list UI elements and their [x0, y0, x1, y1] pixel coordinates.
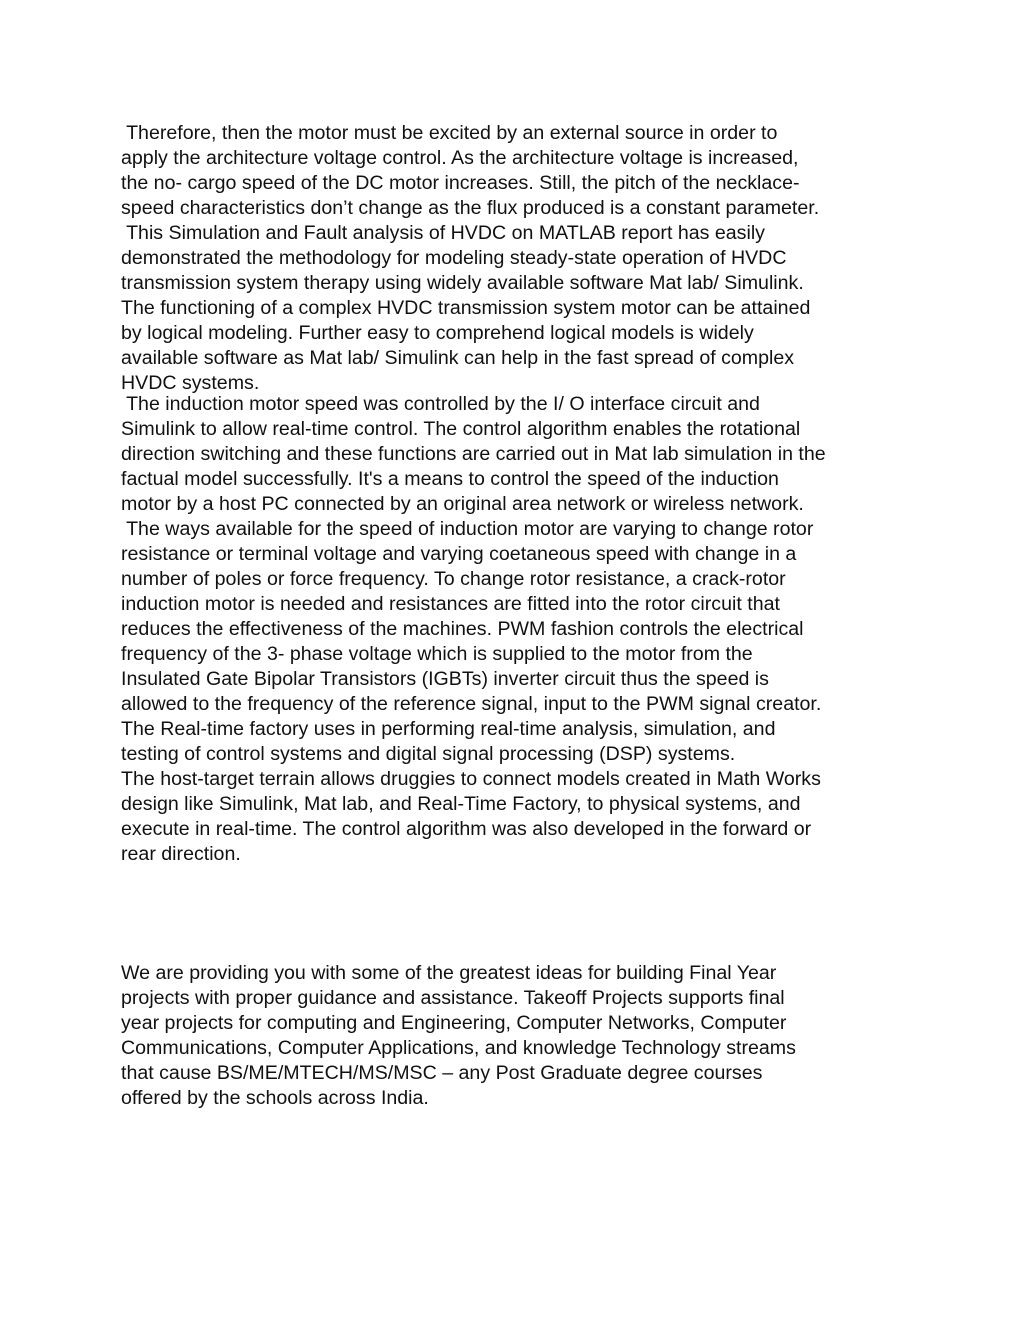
text-line: apply the architecture voltage control. As the architecture voltage is increased, — [121, 147, 799, 169]
text-line: rear direction. — [121, 843, 241, 865]
text-line: The induction motor speed was controlled by the I/ O interface circuit and — [121, 393, 760, 415]
paragraph-motor-hvdc — [121, 121, 921, 396]
text-line: by logical modeling. Further easy to comprehend logical models is widely — [121, 322, 754, 344]
text-line: induction motor is needed and resistances are fitted into the rotor circuit that — [121, 593, 780, 615]
text-line: design like Simulink, Mat lab, and Real-Time Factory, to physical systems, and — [121, 793, 801, 815]
text-line: available software as Mat lab/ Simulink can help in the fast spread of complex — [121, 347, 795, 369]
text-line: Communications, Computer Applications, and knowledge Technology streams — [121, 1037, 796, 1059]
paragraph-projects-promo — [121, 961, 921, 1111]
text-line: frequency of the 3- phase voltage which is supplied to the motor from the — [121, 643, 753, 665]
text-line: The host-target terrain allows druggies to connect models created in Math Works — [121, 768, 821, 790]
text-line: that cause BS/ME/MTECH/MS/MSC – any Post Graduate degree courses — [121, 1062, 763, 1084]
paragraph-induction-motor — [121, 392, 921, 867]
text-line: The Real-time factory uses in performing real-time analysis, simulation, and — [121, 718, 776, 740]
text-line: direction switching and these functions are carried out in Mat lab simulation in the — [121, 443, 826, 465]
text-line: The functioning of a complex HVDC transmission system motor can be attained — [121, 297, 811, 319]
text-line: number of poles or force frequency. To change rotor resistance, a crack-rotor — [121, 568, 786, 590]
text-line: Insulated Gate Bipolar Transistors (IGBTs) inverter circuit thus the speed is — [121, 668, 769, 690]
text-line: testing of control systems and digital signal processing (DSP) systems. — [121, 743, 736, 765]
text-line: We are providing you with some of the greatest ideas for building Final Year — [121, 962, 777, 984]
text-line: This Simulation and Fault analysis of HVDC on MATLAB report has easily — [121, 222, 765, 244]
text-line: factual model successfully. It's a means to control the speed of the induction — [121, 468, 779, 490]
text-line: execute in real-time. The control algorithm was also developed in the forward or — [121, 818, 812, 840]
text-line: offered by the schools across India. — [121, 1087, 429, 1109]
text-line: Therefore, then the motor must be excited by an external source in order to — [121, 122, 778, 144]
text-line: The ways available for the speed of induction motor are varying to change rotor — [121, 518, 814, 540]
text-line: transmission system therapy using widely available software Mat lab/ Simulink. — [121, 272, 804, 294]
text-line: year projects for computing and Engineering, Computer Networks, Computer — [121, 1012, 787, 1034]
text-line: resistance or terminal voltage and varying coetaneous speed with change in a — [121, 543, 797, 565]
text-line: speed characteristics don’t change as the flux produced is a constant parameter. — [121, 197, 820, 219]
text-line: motor by a host PC connected by an original area network or wireless network. — [121, 493, 804, 515]
text-line: the no- cargo speed of the DC motor increases. Still, the pitch of the necklace- — [121, 172, 800, 194]
text-line: allowed to the frequency of the reference signal, input to the PWM signal creator. — [121, 693, 822, 715]
text-line: demonstrated the methodology for modeling steady-state operation of HVDC — [121, 247, 787, 269]
text-line: projects with proper guidance and assistance. Takeoff Projects supports final — [121, 987, 785, 1009]
text-line: HVDC systems. — [121, 372, 260, 394]
text-line: reduces the effectiveness of the machines. PWM fashion controls the electrical — [121, 618, 804, 640]
text-line: Simulink to allow real-time control. The control algorithm enables the rotational — [121, 418, 801, 440]
